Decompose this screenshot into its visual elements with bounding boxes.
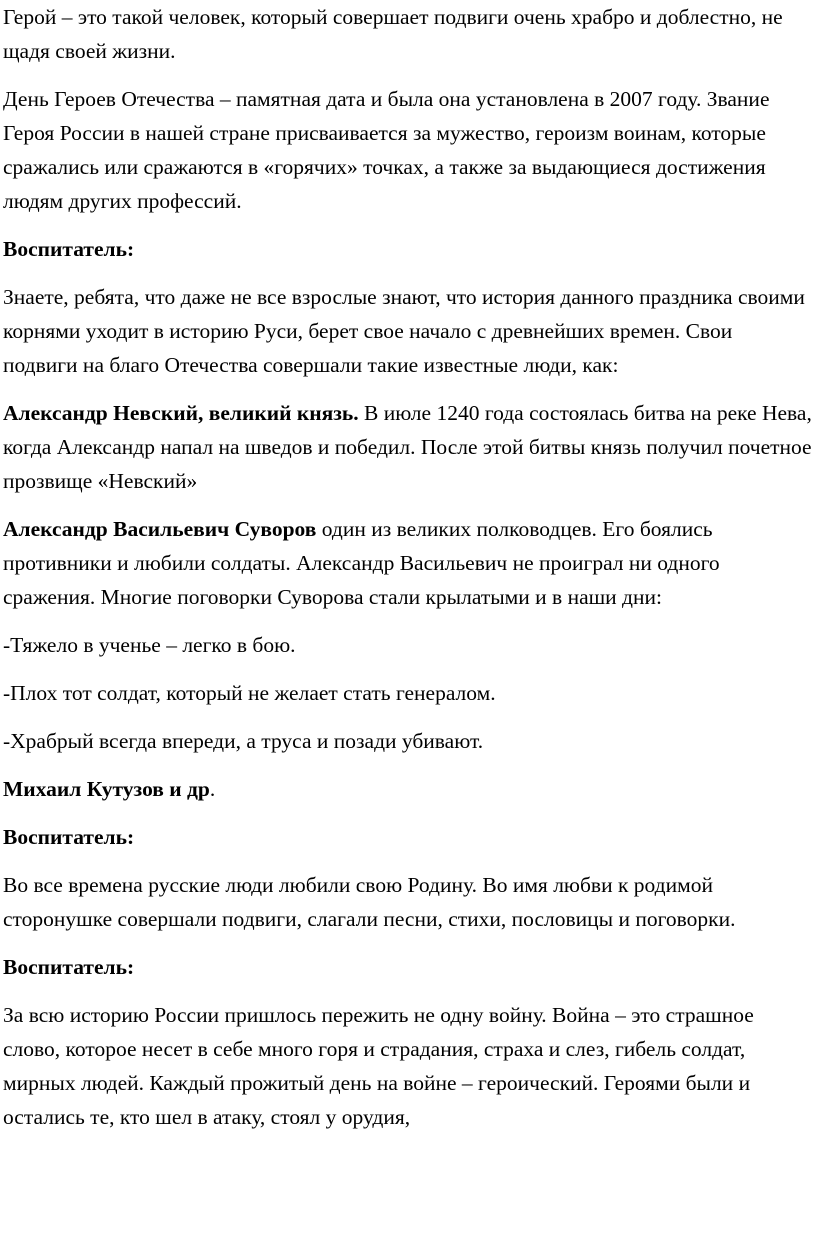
heading-educator-2: Воспитатель: (3, 825, 135, 849)
text-nevsky: В июле 1240 года состоялась битва на реке Нева, когда Александр напал на шведов и победил. После этой битвы князь получил почетное прозвище «Невский» (3, 401, 812, 493)
heading-educator-3: Воспитатель: (3, 955, 135, 979)
heading-educator-1: Воспитатель: (3, 237, 135, 261)
paragraph-hero-definition: Герой – это такой человек, который совершает подвиги очень храбро и доблестно, не щадя своей жизни. (3, 5, 783, 63)
paragraph-suvorov (0, 512, 816, 614)
paragraph-history: Знаете, ребята, что даже не все взрослые знают, что история данного праздника своими корнями уходит в историю Руси, берет свое начало с древнейших времен. Свои подвиги на благо Отечества совершали такие известные люди, как: (3, 285, 805, 377)
paragraph-love-homeland: Во все времена русские люди любили свою Родину. Во имя любви к родимой сторонушке совершали подвиги, слагали песни, стихи, пословицы и поговорки. (3, 873, 736, 931)
paragraph-nevsky (0, 396, 816, 498)
saying-2: -Плох тот солдат, который не желает стать генералом. (3, 681, 496, 705)
text-suvorov: один из великих полководцев. Его боялись противники и любили солдаты. Александр Васильевич не проиграл ни одного сражения. Многие поговорки Суворова стали крылатыми и в наши дни: (3, 517, 720, 609)
text-kutuzov: . (209, 777, 216, 801)
name-suvorov: Александр Васильевич Суворов (3, 517, 317, 541)
name-nevsky: Александр Невский, великий князь. (3, 401, 359, 425)
paragraph-war: За всю историю России пришлось пережить не одну войну. Война – это страшное слово, которое несет в себе много горя и страдания, страха и слез, гибель солдат, мирных людей. Каждый прожитый день на войне – героический. Героями были и остались те, кто шел в атаку, стоял у орудия, (3, 1003, 754, 1129)
saying-1: -Тяжело в ученье – легко в бою. (3, 633, 296, 657)
saying-3: -Храбрый всегда впереди, а труса и позади убивают. (3, 729, 484, 753)
name-kutuzov: Михаил Кутузов и др (3, 777, 210, 801)
paragraph-heroes-day: День Героев Отечества – памятная дата и была она установлена в 2007 году. Звание Героя России в нашей стране присваивается за мужество, героизм воинам, которые сражались или сражаются в «горячих» точках, а также за выдающиеся достижения людям других профессий. (3, 87, 770, 213)
paragraph-kutuzov (0, 772, 816, 806)
